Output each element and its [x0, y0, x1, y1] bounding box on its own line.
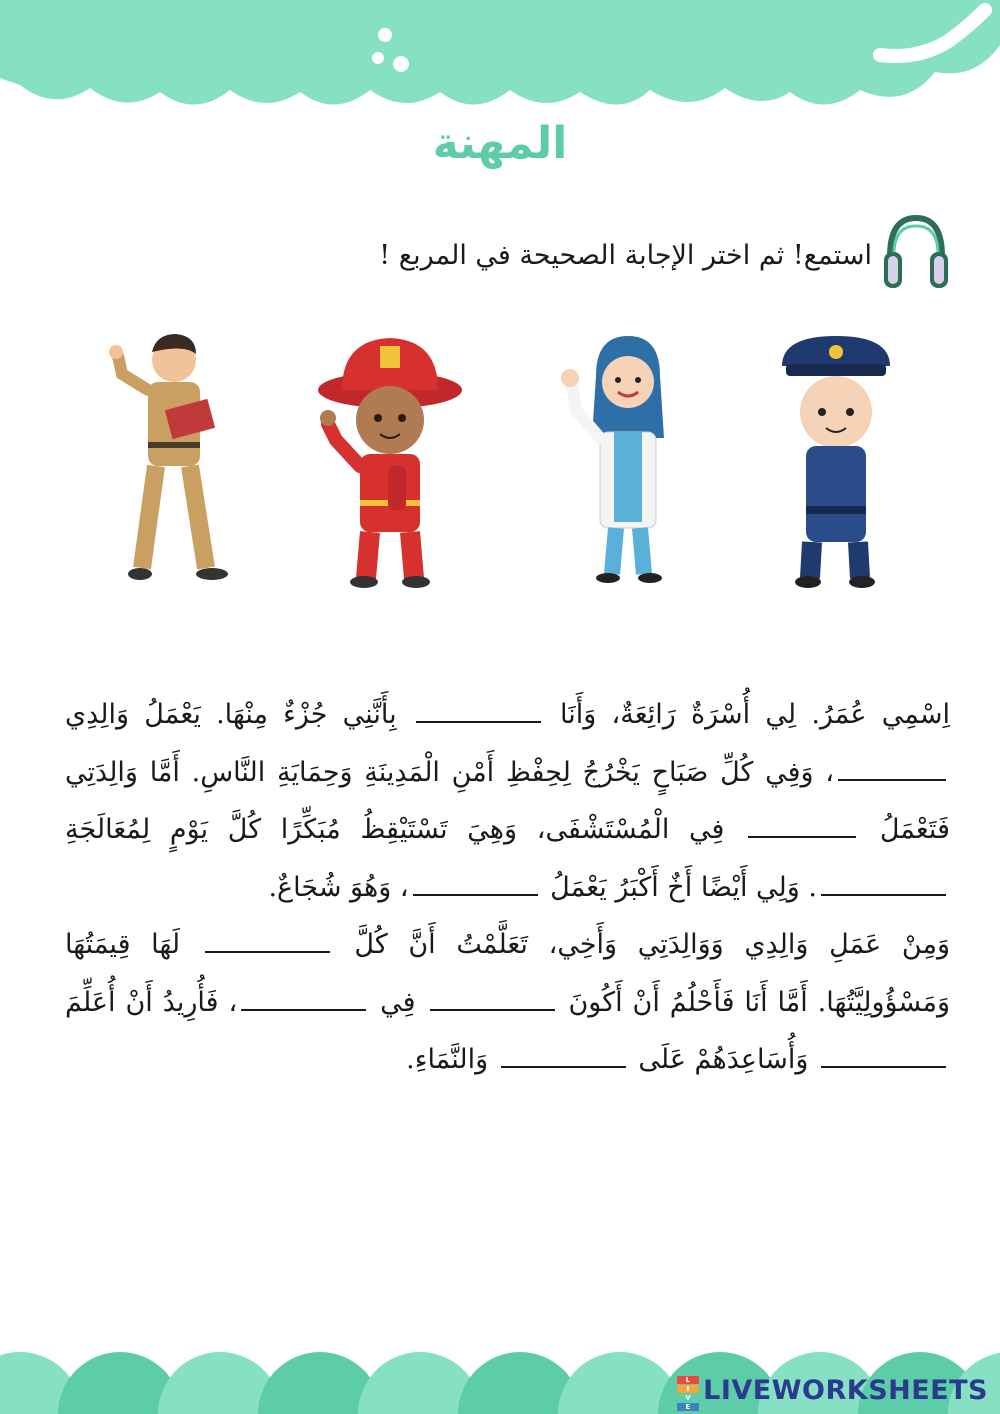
- blank-5[interactable]: [413, 874, 538, 896]
- passage-text: وَمِنْ عَمَلِ وَالِدِي وَوَالِدَتِي وَأَخِي، تَعَلَّمْتُ أَنَّ كُلَّ: [354, 929, 950, 960]
- blank-7[interactable]: [430, 989, 555, 1011]
- passage-text: ، وَفِي كُلِّ صَبَاحٍ يَخْرُجُ لِحِفْظِ أَمْنِ الْمَدِينَةِ وَحِمَايَةِ النَّاسِ. أَمَّا وَالِدَتِي فَتَعْمَلُ: [65, 756, 950, 845]
- police-officer-figure: [782, 336, 890, 588]
- page-title: المهنة: [432, 118, 568, 169]
- blank-1[interactable]: [416, 701, 541, 723]
- liveworksheets-logo-icon: [677, 1375, 699, 1411]
- passage-text: بِأَنَّنِي جُزْءٌ مِنْهَا. يَعْمَلُ وَالِدِي: [65, 699, 397, 730]
- blank-2[interactable]: [838, 759, 946, 781]
- passage-text: ، فَأُرِيدُ أَنْ أُعَلِّمَ: [65, 986, 238, 1018]
- headphones-icon[interactable]: [880, 208, 952, 302]
- passage-text: اِسْمِي عُمَرُ. لِي أُسْرَةٌ رَائِعَةٌ، وَأَنَا: [560, 699, 950, 730]
- profession-figures: [60, 320, 940, 600]
- blank-10[interactable]: [501, 1046, 626, 1068]
- logo-letter: I: [677, 1385, 699, 1393]
- instruction-text: استمع! ثم اختر الإجابة الصحيحة في المربع !: [379, 239, 872, 271]
- blank-8[interactable]: [241, 989, 366, 1011]
- brand-name: LIVEWORKSHEETS: [703, 1375, 988, 1406]
- passage-text: ، وَهُوَ شُجَاعٌ.: [268, 871, 409, 903]
- blank-4[interactable]: [821, 874, 946, 896]
- passage-paragraph-1: [65, 686, 950, 916]
- passage-text: وَأُسَاعِدَهُمْ عَلَى: [638, 1044, 809, 1075]
- reading-passage: [65, 686, 950, 1089]
- passage-paragraph-2: [65, 916, 950, 1089]
- logo-letter: V: [677, 1394, 699, 1402]
- teacher-figure: [109, 334, 228, 580]
- blank-9[interactable]: [821, 1046, 946, 1068]
- passage-text: فِي: [380, 986, 416, 1018]
- logo-letter: E: [677, 1403, 699, 1411]
- firefighter-figure: [318, 338, 462, 588]
- passage-text: وَالنَّمَاءِ.: [406, 1044, 489, 1075]
- passage-text: فِي الْمُسْتَشْفَى، وَهِيَ تَسْتَيْقِظُ مُبَكِّرًا كُلَّ يَوْمٍ لِمُعَالَجَةِ: [65, 814, 725, 845]
- blank-6[interactable]: [205, 931, 330, 953]
- passage-text: لَهَا قِيمَتُهَا وَمَسْؤُولِيَّتُهَا. أَمَّا أَنَا فَأَحْلُمُ أَنْ أَكُونَ: [65, 929, 951, 1018]
- top-cloud-decoration: [0, 0, 1000, 110]
- passage-text: . وَلِي أَيْضًا أَخٌ أَكْبَرُ يَعْمَلُ: [550, 871, 817, 903]
- doctor-figure: [561, 336, 664, 583]
- logo-letter: L: [677, 1376, 699, 1384]
- liveworksheets-brand[interactable]: [677, 1375, 988, 1411]
- blank-3[interactable]: [748, 816, 856, 838]
- instruction-row: [379, 208, 952, 302]
